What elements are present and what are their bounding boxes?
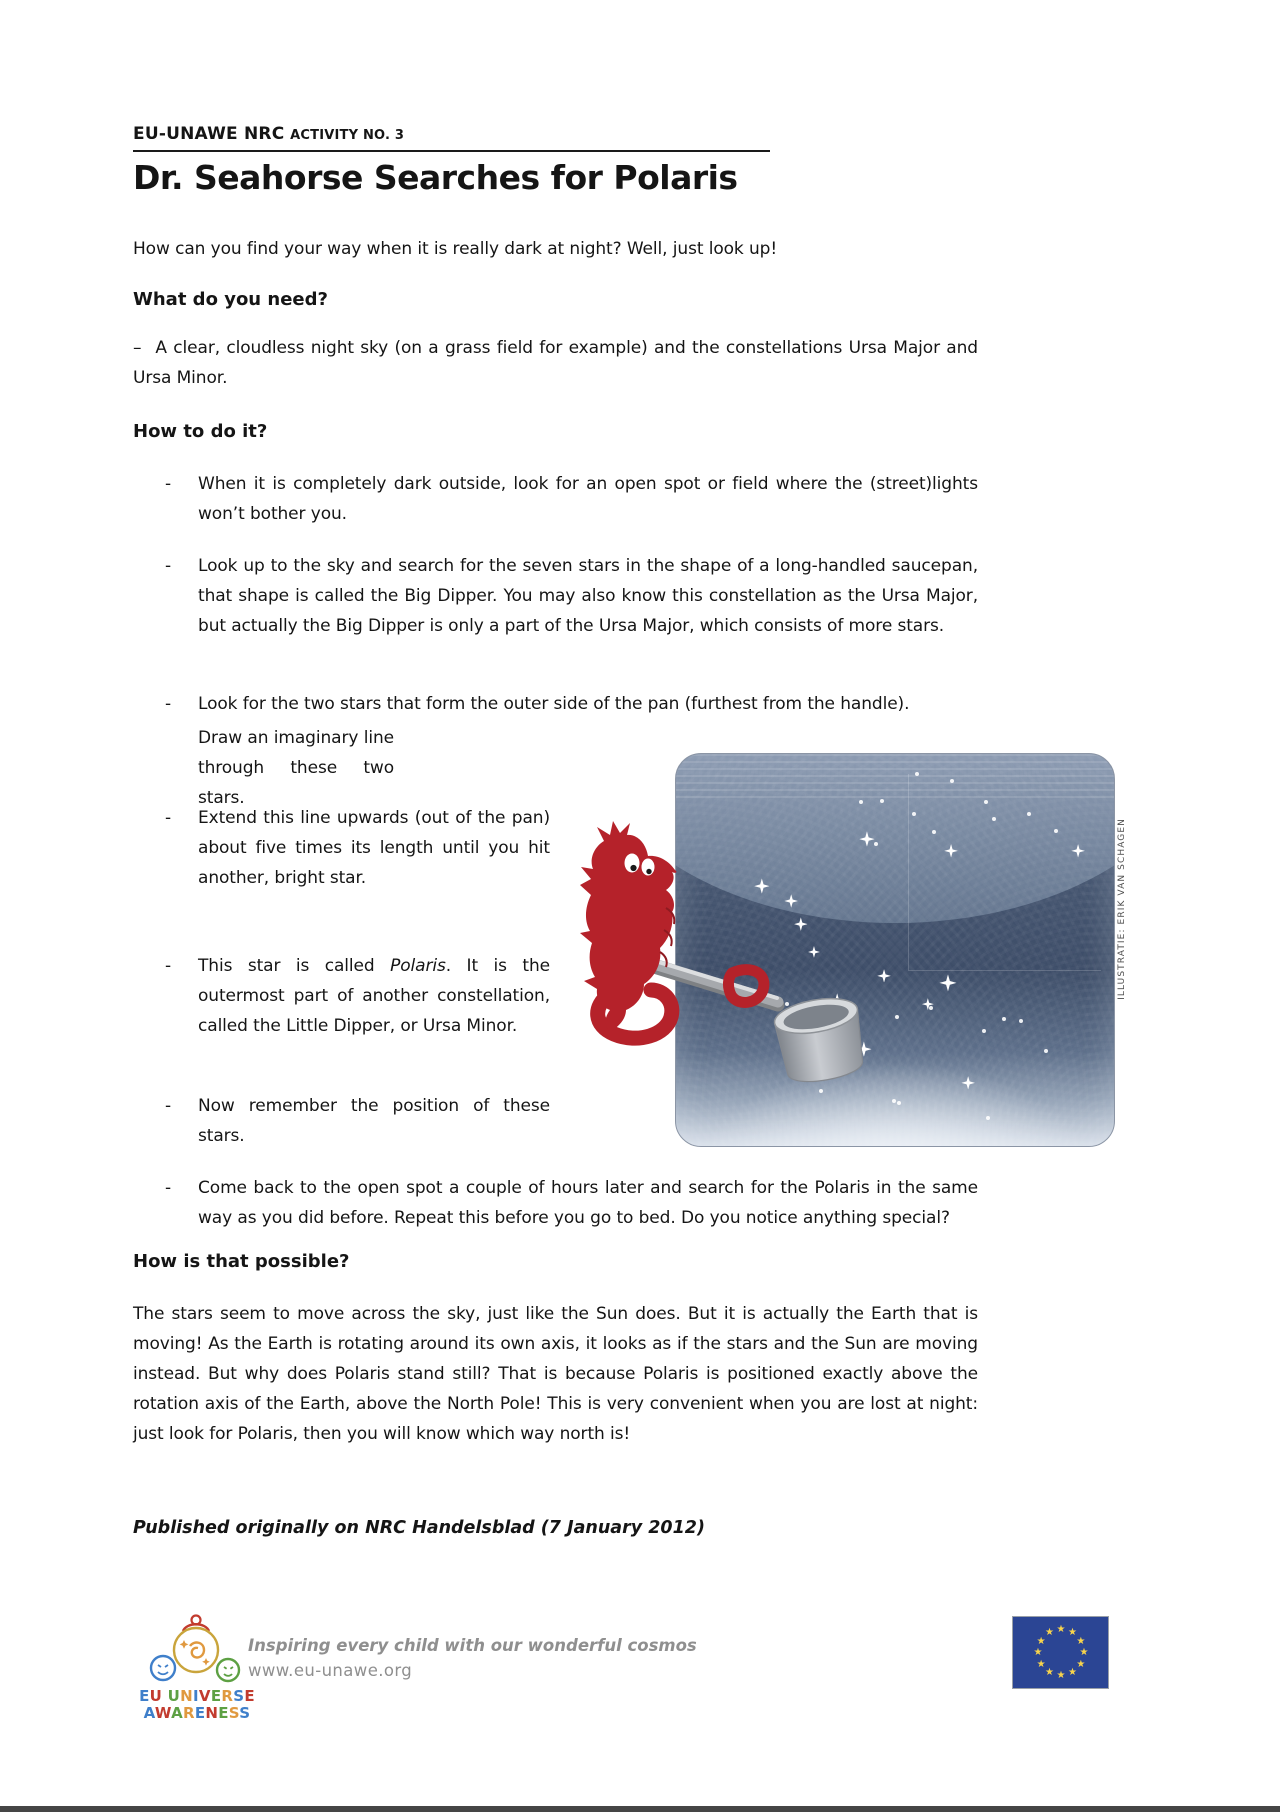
sky-star-dot	[1002, 1017, 1006, 1021]
eu-unawe-logo	[146, 1614, 246, 1688]
bullet-dash: -	[165, 556, 172, 576]
howto-item-6	[165, 1091, 550, 1151]
howto-item-5-text	[198, 951, 550, 1041]
saucepan-pot	[772, 993, 869, 1087]
header-rule	[133, 150, 770, 152]
logo-center-circle	[174, 1628, 218, 1672]
eu-unawe-logo-text	[138, 1688, 256, 1722]
sky-star-dot	[892, 1099, 896, 1103]
sky-star-dot	[897, 1101, 901, 1105]
published-note: Published originally on NRC Handelsblad (7 January 2012)	[133, 1518, 705, 1538]
footer-url: www.eu-unawe.org	[248, 1661, 413, 1680]
seahorse-pupil-right	[646, 869, 651, 874]
heading-how-to-do-it: How to do it?	[133, 421, 268, 442]
possible-paragraph: The stars seem to move across the sky, just like the Sun does. But it is actually the Earth that is moving! As the Earth is rotating around its own axis, it looks as if the stars and the Sun are moving instead. But why does Polaris stand still? That is because Polaris is positioned exactly above the rotation axis of the Earth, above the North Pole! This is very convenient when you are lost at night: just look for Polaris, then you will know which way north is!	[133, 1304, 978, 1444]
bullet-dash: -	[165, 956, 172, 976]
sky-star-dot	[1044, 1049, 1048, 1053]
kicker-sub: ACTIVITY NO. 3	[290, 128, 405, 143]
seahorse-pupil-left	[630, 865, 636, 871]
heading-what-do-you-need: What do you need?	[133, 289, 328, 310]
page-bottom-edge	[0, 1806, 1280, 1812]
seahorse-and-saucepan-drawing	[580, 818, 900, 1098]
howto-item-5-post: . It is the outermost part of another constellation, called the Little Dipper, or Ursa Minor.	[198, 956, 550, 1036]
logo-left-face	[158, 1665, 168, 1674]
logo-star-1	[180, 1640, 189, 1649]
howto-item-5	[165, 951, 550, 1041]
eu-flag-star: ★	[1036, 1658, 1046, 1670]
sky-star-dot	[929, 1006, 933, 1010]
intro-paragraph: How can you find your way when it is really dark at night? Well, just look up!	[133, 239, 778, 259]
eu-flag-star: ★	[1076, 1658, 1086, 1670]
logo-text-line2: AWARENESS	[143, 1704, 251, 1722]
heading-how-is-that-possible: How is that possible?	[133, 1251, 350, 1272]
eu-flag-star: ★	[1068, 1666, 1077, 1678]
howto-item-3-rest: Draw an imaginary line through these two stars.	[198, 728, 394, 808]
bullet-dash: -	[165, 808, 172, 828]
sky-star-dot	[992, 817, 996, 821]
footer-tagline: Inspiring every child with our wonderful cosmos	[248, 1636, 697, 1655]
logo-text-line1: EU UNIVERSE	[139, 1687, 255, 1705]
sky-star-dot	[1027, 812, 1031, 816]
eu-flag-star: ★	[1056, 1624, 1066, 1635]
eu-flag	[1012, 1616, 1109, 1689]
kicker-main: EU-UNAWE NRC	[133, 124, 285, 144]
eu-flag-star: ★	[1045, 1666, 1054, 1678]
bullet-dash: -	[165, 1178, 172, 1198]
logo-left-circle	[151, 1656, 175, 1680]
bullet-dash: -	[165, 474, 172, 494]
illustration-credit: ILLUSTRATIE: ERIK VAN SCHAGEN	[1117, 818, 1127, 1000]
sky-star-dot	[1054, 829, 1058, 833]
eu-flag-star: ★	[1033, 1647, 1043, 1658]
need-dash: –	[133, 338, 142, 358]
howto-item-4	[165, 803, 550, 893]
eu-flag-star: ★	[1056, 1670, 1066, 1681]
need-paragraph	[133, 333, 978, 393]
bullet-dash: -	[165, 694, 172, 714]
logo-right-circle	[217, 1659, 239, 1681]
sky-star-dot	[915, 772, 919, 776]
logo-galaxy-spiral	[190, 1643, 204, 1658]
bullet-dash: -	[165, 1096, 172, 1116]
howto-item-2-text: Look up to the sky and search for the seven stars in the shape of a long-handled saucepan, that shape is called the Big Dipper. You may also know this constellation as the Ursa Major, but actually the Big Dipper is only a part of the Ursa Major, which consists of more stars.	[198, 556, 978, 636]
logo-star-2	[202, 1658, 210, 1666]
sky-star-dot	[1019, 1019, 1023, 1023]
howto-item-3-line1: Look for the two stars that form the outer side of the pan (furthest from the handle).	[198, 694, 910, 714]
sky-star-dot	[932, 830, 936, 834]
eu-flag-star: ★	[1068, 1627, 1077, 1639]
eu-flag-star: ★	[1045, 1627, 1054, 1639]
logo-right-face	[224, 1667, 233, 1676]
sky-star-dot	[880, 799, 884, 803]
howto-item-1	[165, 469, 978, 529]
eu-flag-star: ★	[1036, 1635, 1046, 1647]
howto-item-5-pre: This star is called	[198, 956, 391, 976]
sky-star-dot	[950, 779, 954, 783]
howto-item-1-text: When it is completely dark outside, look for an open spot or field where the (street)lights won’t bother you.	[198, 474, 978, 524]
eu-flag-star: ★	[1079, 1647, 1089, 1658]
sky-star-dot	[986, 1116, 990, 1120]
page-title: Dr. Seahorse Searches for Polaris	[133, 158, 738, 197]
howto-item-2	[165, 551, 978, 641]
polaris-italic: Polaris	[390, 956, 446, 976]
sky-star-dot	[982, 1029, 986, 1033]
need-text: A clear, cloudless night sky (on a grass field for example) and the constellations Ursa Major and Ursa Minor.	[133, 338, 978, 388]
sky-star-dot	[859, 800, 863, 804]
howto-item-6-text: Now remember the position of these stars.	[198, 1096, 550, 1146]
howto-item-4-text: Extend this line upwards (out of the pan) about five times its length until you hit another, bright star.	[198, 808, 550, 888]
seahorse-tail-wrap	[728, 970, 763, 1003]
eu-flag-star: ★	[1076, 1635, 1086, 1647]
sky-star-dot	[912, 812, 916, 816]
howto-item-7-text: Come back to the open spot a couple of hours later and search for the Polaris in the same way as you did before. Repeat this before you go to bed. Do you notice anything special?	[198, 1178, 978, 1228]
sky-star-dot	[984, 800, 988, 804]
document-kicker	[133, 124, 404, 144]
howto-item-7	[165, 1173, 978, 1233]
